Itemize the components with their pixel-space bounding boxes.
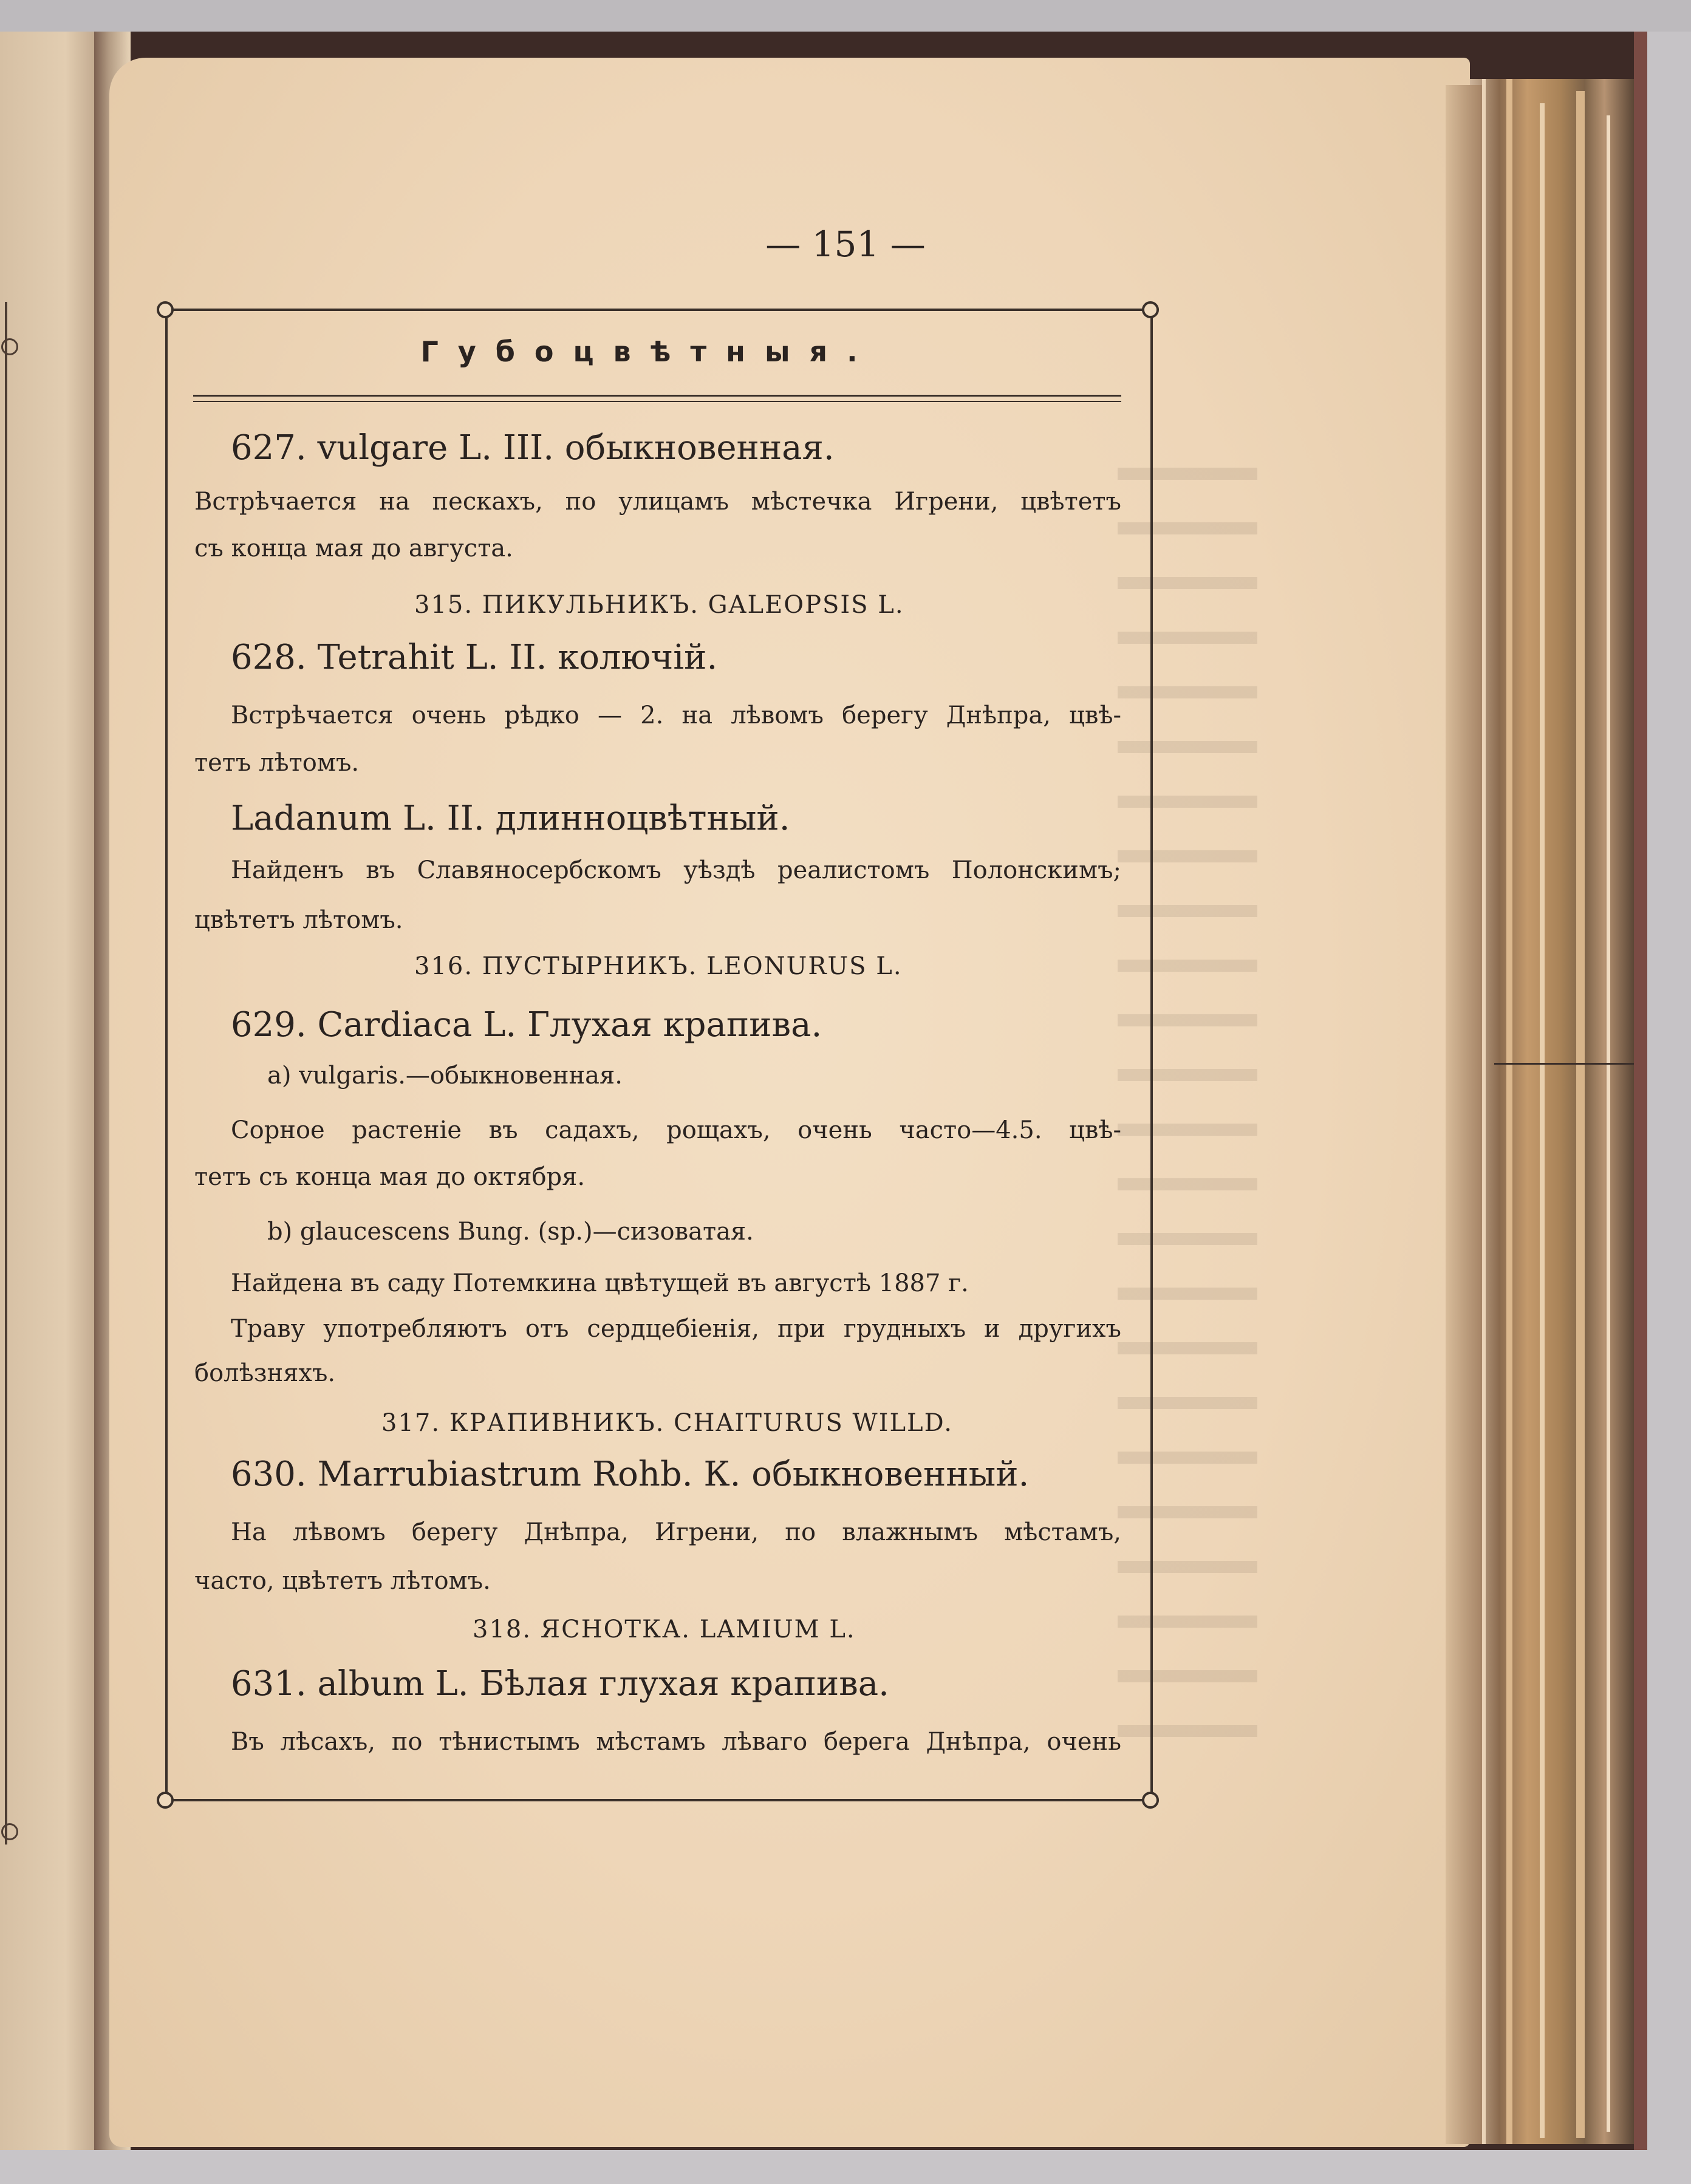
body-text-line: болѣзняхъ.: [194, 1359, 336, 1387]
genus-heading: 318. ЯСНОТКА. LAMIUM L.: [473, 1616, 856, 1643]
frame-right-rule: [1150, 316, 1153, 1798]
page-edge-shadow: [1446, 85, 1482, 2144]
body-text-line: Въ лѣсахъ, по тѣнистымъ мѣстамъ лѣваго берега Днѣпра, очень: [231, 1728, 1121, 1756]
page-number: — 151 —: [765, 224, 926, 265]
species-entry: 631. album L. Бѣлая глухая крапива.: [231, 1664, 889, 1704]
body-text-line: На лѣвомъ берегу Днѣпра, Игрени, по влажнымъ мѣстамъ,: [231, 1518, 1121, 1546]
body-text-line: цвѣтетъ лѣтомъ.: [194, 906, 403, 934]
body-text-line: тетъ лѣтомъ.: [194, 749, 360, 777]
body-text-line: Встрѣчается на пескахъ, по улицамъ мѣстечка Игрени, цвѣтетъ: [194, 488, 1121, 516]
body-text-line: Найдена въ саду Потемкина цвѣтущей въ августѣ 1887 г.: [231, 1269, 969, 1297]
genus-heading: 316. ПУСТЫРНИКЪ. LEONURUS L.: [414, 952, 903, 980]
book-cover-edge: [1634, 32, 1647, 2150]
variety-line: b) glaucescens Bung. (sp.)—сизоватая.: [267, 1218, 754, 1246]
genus-heading: 315. ПИКУЛЬНИКЪ. GALEOPSIS L.: [414, 591, 904, 619]
species-entry: 628. Tetrahit L. II. колючій.: [231, 638, 718, 677]
body-text-line: часто, цвѣтетъ лѣтомъ.: [194, 1567, 491, 1595]
variety-line: a) vulgaris.—обыкновенная.: [267, 1062, 623, 1090]
heading-rule: [193, 401, 1121, 402]
page-edges-stack: [1470, 79, 1634, 2144]
frame-corner-ornament: [1142, 301, 1159, 318]
bleed-through-text: [1118, 425, 1257, 1761]
body-text-line: тетъ съ конца мая до октября.: [194, 1163, 586, 1191]
species-entry: 627. vulgare L. III. обыкновенная.: [231, 428, 835, 468]
frame-corner-ornament: [1142, 1792, 1159, 1809]
frame-corner-ornament: [157, 301, 174, 318]
scan-background-bottom: [0, 2150, 1691, 2184]
body-text-line: Сорное растеніе въ садахъ, рощахъ, очень часто—4.5. цвѣ-: [231, 1116, 1121, 1144]
species-entry: Ladanum L. II. длинноцвѣтный.: [231, 799, 790, 838]
species-entry: 629. Cardiaca L. Глухая крапива.: [231, 1005, 822, 1045]
species-entry: 630. Marrubiastrum Rohb. К. обыкновенный.: [231, 1455, 1030, 1494]
genus-heading: 317. КРАПИВНИКЪ. CHAITURUS WILLD.: [381, 1409, 953, 1437]
page-sheet: [109, 58, 1470, 2147]
scan-background-top: [0, 0, 1691, 32]
body-text-line: съ конца мая до августа.: [194, 534, 513, 562]
frame-bottom-rule: [163, 1799, 1153, 1801]
section-heading: Губоцвѣтныя.: [420, 335, 877, 368]
body-text-line: Траву употребляютъ отъ сердцебіенія, при грудныхъ и другихъ: [231, 1315, 1121, 1343]
body-text-line: Найденъ въ Славяносербскомъ уѣздѣ реалистомъ Полонскимъ;: [231, 856, 1121, 884]
heading-rule: [193, 395, 1121, 397]
frame-top-rule: [163, 309, 1153, 311]
frame-left-rule: [165, 316, 168, 1798]
body-text-line: Встрѣчается очень рѣдко — 2. на лѣвомъ берегу Днѣпра, цвѣ-: [231, 701, 1121, 729]
frame-corner-ornament: [157, 1792, 174, 1809]
left-facing-page: [0, 32, 109, 2150]
